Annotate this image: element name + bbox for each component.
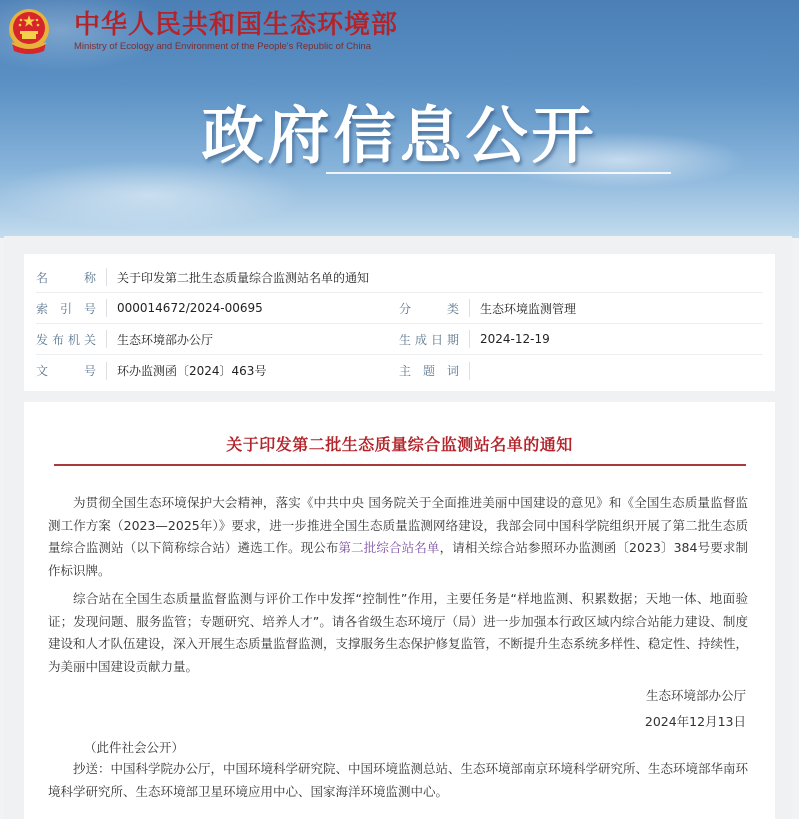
signature-org: 生态环境部办公厅 [645,688,746,703]
metadata-value-docno: 环办监测函〔2024〕463号 [117,364,267,378]
paragraph-1 [48,492,748,582]
cc-list: 抄送：中国科学院办公厅，中国环境科学研究院、中国环境监测总站、生态环境部南京环境科学研究所、生态环境部华南环境科学研究所、生态环境部卫星环境应用中心、国家海洋环境监测中心。 [48,761,749,799]
metadata-value-title: 关于印发第二批生态质量综合监测站名单的通知 [117,270,370,285]
signature-date: 2024年12月13日 [644,714,746,729]
document-title: 关于印发第二批生态质量综合监测站名单的通知 [226,435,573,454]
ministry-logo[interactable] [6,6,398,58]
divider [106,268,107,286]
ministry-name-cn: 中华人民共和国生态环境部 [74,10,399,40]
divider [106,362,107,380]
metadata-label: 索 引 号 [36,301,96,316]
divider [106,299,107,317]
title-divider [54,464,746,466]
public-note: （此件社会公开） [84,740,185,755]
divider [469,362,470,380]
station-list-link[interactable]: 第二批综合站名单 [338,540,440,555]
metadata-label: 主 题 词 [399,364,459,378]
header-banner [0,0,799,238]
banner-title: 政府信息公开 [201,99,598,172]
paragraph-text: 为贯彻全国生态环境保护大会精神，落实《中共中央 国务院关于全面推进美丽中国建设的意见》和《全国生态质量监督监测工作方案（2023—2025年）》要求，进一步推进全国生态质量监测网络建设，我部会同中国科学院组织开展了第二批生态质量综合监测站（以下简称综合站）遴选工作。现公布 [48,495,748,555]
divider [469,330,470,348]
national-emblem-icon [6,7,52,57]
divider [469,299,470,317]
paragraph-2: 综合站在全国生态质量监督监测与评价工作中发挥“控制性”作用，主要任务是“样地监测、积累数据；天地一体、地面验证；发现问题、服务监管；专题研究、培养人才”。请各省级生态环境厅（局）进一步加强本行政区域内综合站能力建设、制度建设和人才队伍建设，深入开展生态质量监督监测，支撑服务生态保护修复监管，不断提升生态系统多样性、稳定性、持续性，为美丽中国建设贡献力量。 [48,591,749,674]
metadata-label: 生成日期 [399,332,459,347]
metadata-value-category: 生态环境监测管理 [480,301,577,316]
paragraph-text: ，请相关综合站参照环办监测函〔2023〕384号要求制作标识牌。 [48,540,748,578]
metadata-value-index: 000014672/2024-00695 [117,301,263,315]
metadata-label: 名 称 [36,270,96,285]
metadata-value-issuer: 生态环境部办公厅 [117,332,214,347]
ministry-name-en: Ministry of Ecology and Environment of the People's Republic of China [74,41,372,52]
metadata-table [24,254,775,391]
metadata-label: 发布机关 [36,332,96,347]
metadata-label: 文 号 [36,364,96,378]
metadata-row-issuer [36,324,763,355]
divider [106,330,107,348]
banner-divider [326,172,671,174]
metadata-label: 分 类 [399,301,459,316]
metadata-row-name [36,262,763,293]
metadata-value-date: 2024-12-19 [480,332,550,346]
metadata-row-docno [36,355,763,386]
metadata-row-index [36,293,763,324]
document-body [24,402,775,819]
